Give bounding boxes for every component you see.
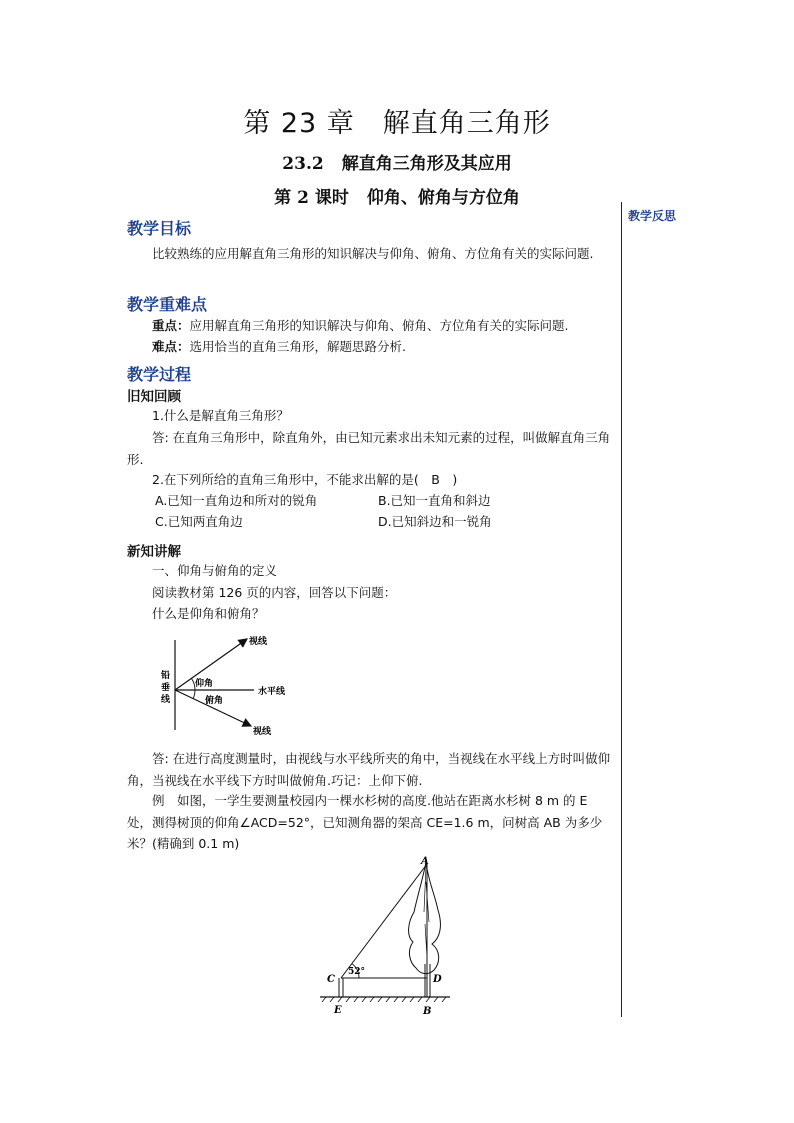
option-a: A.已知一直角边和所对的锐角 xyxy=(155,493,318,508)
depression-angle-arc xyxy=(193,690,195,699)
option-b: B.已知一直角和斜边 xyxy=(378,493,491,508)
review-answer-1: 答: 在直角三角形中，除直角外，由已知元素求出未知元素的过程，叫做解直角三角形. xyxy=(127,430,611,467)
elevation-question: 什么是仰角和俯角？ xyxy=(152,606,265,621)
tree-measurement-figure xyxy=(312,852,472,1018)
label-plumb-1: 铅 xyxy=(161,671,171,681)
ground-hatching xyxy=(322,997,446,1002)
option-d: D.已知斜边和一锐角 xyxy=(378,514,492,529)
label-a: A xyxy=(421,856,429,867)
label-plumb-3: 线 xyxy=(161,695,171,705)
label-sight-down: 视线 xyxy=(253,727,272,737)
lesson-name: 仰角、俯角与方位角 xyxy=(366,188,520,208)
section-name: 解直角三角形及其应用 xyxy=(341,154,512,174)
sidebar-reflection-label: 教学反思 xyxy=(628,209,677,223)
chapter-title xyxy=(0,101,794,140)
example-problem: 例 如图，一学生要测量校园内一棵水杉树的高度.他站在距离水杉树 8 m 的 E 处，测得树顶的仰角∠ACD=52°，已知测角器的架高 CE=1.6 m，问树高 AB 为多少米？(精确到 0.1 m) xyxy=(127,793,603,851)
chapter-number: 第 23 章 xyxy=(243,108,355,139)
label-d: D xyxy=(433,974,442,985)
tree-outline xyxy=(409,862,441,974)
difficulty-text: 选用恰当的直角三角形，解题思路分析. xyxy=(189,339,406,354)
difficulty-label: 难点： xyxy=(152,339,190,354)
lesson-number: 第 2 课时 xyxy=(274,188,349,208)
elevation-depression-figure xyxy=(150,628,310,738)
segment-ca xyxy=(341,864,427,978)
new-knowledge-heading: 新知讲解 xyxy=(127,544,181,560)
review-question-1: 1.什么是解直角三角形？ xyxy=(152,408,289,423)
label-plumb-2: 垂 xyxy=(161,683,171,693)
key-points-heading: 教学重难点 xyxy=(127,295,208,314)
review-heading: 旧知回顾 xyxy=(127,389,181,405)
process-heading: 教学过程 xyxy=(127,365,192,384)
review-question-2: 2.在下列所给的直角三角形中，不能求出解的是( B ) xyxy=(152,472,458,487)
label-angle: 52° xyxy=(348,967,366,977)
section-number: 23.2 xyxy=(282,154,324,174)
reading-instruction: 阅读教材第 126 页的内容，回答以下问题： xyxy=(152,585,397,600)
focus-label: 重点： xyxy=(152,318,190,333)
label-horizontal: 水平线 xyxy=(258,687,286,697)
chapter-name: 解直角三角形 xyxy=(382,108,551,139)
elevation-answer: 答: 在进行高度测量时，由视线与水平线所夹的角中，当视线在水平线上方时叫做仰角，当视线在水平线下方时叫做俯角.巧记：上仰下俯. xyxy=(127,751,611,788)
label-elevation: 仰角 xyxy=(195,679,214,689)
label-depression: 俯角 xyxy=(205,696,224,706)
objectives-heading: 教学目标 xyxy=(127,219,192,238)
focus-line xyxy=(127,315,615,337)
objectives-text: 比较熟练的应用解直角三角形的知识解决与仰角、俯角、方位角有关的实际问题. xyxy=(152,246,594,261)
section-title xyxy=(0,149,794,174)
difficulty-line xyxy=(127,336,615,358)
label-e: E xyxy=(334,1005,342,1016)
label-c: C xyxy=(327,974,335,985)
label-b: B xyxy=(423,1006,432,1017)
focus-text: 应用解直角三角形的知识解决与仰角、俯角、方位角有关的实际问题. xyxy=(189,318,569,333)
sidebar-divider xyxy=(621,202,622,1017)
subsection-elevation-definition: 一、仰角与俯角的定义 xyxy=(152,563,278,578)
option-c: C.已知两直角边 xyxy=(155,514,243,529)
label-sight-up: 视线 xyxy=(249,637,268,647)
lesson-title xyxy=(0,183,794,208)
